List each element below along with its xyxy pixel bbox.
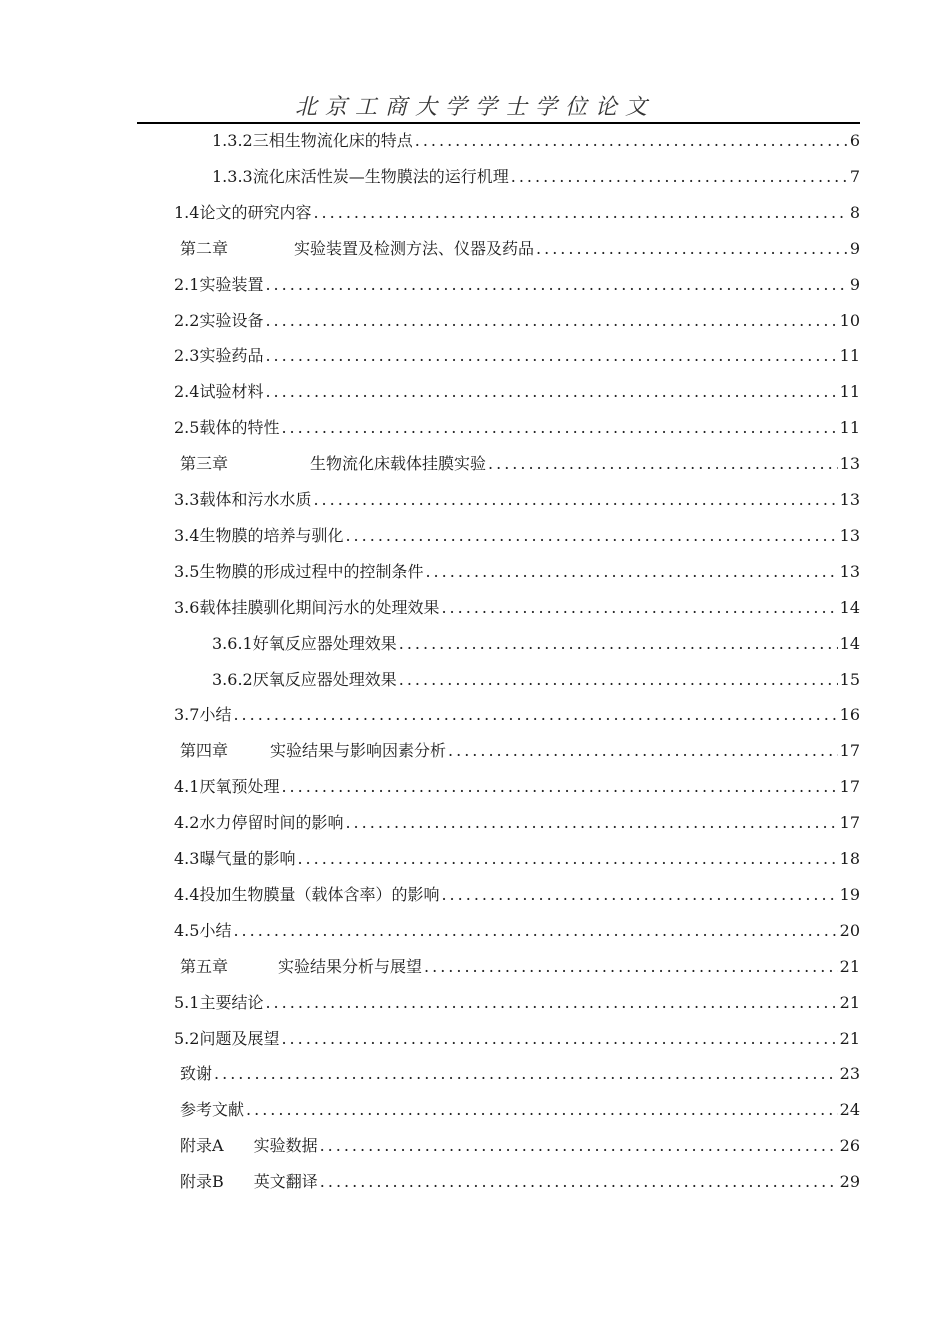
toc-entry[interactable]	[180, 1169, 860, 1201]
toc-entry[interactable]	[174, 702, 860, 734]
toc-entry-title: 载体挂膜驯化期间污水的处理效果	[199, 597, 440, 617]
toc-entry-number: 5.2	[174, 1028, 200, 1048]
toc-entry[interactable]	[212, 128, 860, 160]
header-rule	[137, 122, 860, 124]
toc-entry-number: 4.1	[174, 777, 200, 797]
toc-entry[interactable]	[174, 559, 860, 591]
toc-entry-title: 载体和污水水质	[199, 490, 312, 509]
toc-entry-page-number: 21	[839, 1028, 860, 1048]
toc-dot-leader	[424, 957, 838, 976]
toc-entry-title: 参考文献	[180, 1100, 245, 1120]
toc-entry[interactable]	[174, 846, 860, 878]
toc-entry-page-number: 11	[839, 346, 860, 366]
toc-dot-leader	[441, 598, 837, 617]
toc-entry-number: 2.3	[174, 346, 200, 366]
toc-entry[interactable]	[174, 343, 860, 375]
toc-entry-page-number: 8	[849, 202, 860, 222]
toc-entry-title: 致谢	[180, 1064, 213, 1084]
toc-entry-title: 载体的特性	[199, 418, 280, 438]
toc-dot-leader	[320, 1136, 838, 1155]
toc-entry[interactable]	[180, 1061, 860, 1093]
toc-entry-page-number: 17	[839, 777, 860, 797]
toc-entry-page-number: 21	[839, 992, 860, 1012]
toc-entry-page-number: 17	[839, 741, 860, 761]
toc-entry-number: 第三章	[180, 454, 229, 474]
toc-entry-page-number: 29	[839, 1172, 860, 1192]
toc-entry-number: 4.4	[174, 884, 200, 904]
toc-entry-title: 小结	[199, 920, 232, 940]
toc-entry-page-number: 16	[839, 705, 860, 725]
toc-entry-page-number: 23	[839, 1064, 860, 1084]
toc-entry[interactable]	[174, 990, 860, 1022]
toc-entry[interactable]	[180, 1097, 860, 1129]
toc-entry-page-number: 13	[839, 525, 860, 545]
toc-entry[interactable]	[174, 200, 860, 232]
toc-entry[interactable]	[174, 308, 860, 340]
toc-entry-number: 4.2	[174, 813, 200, 833]
toc-entry-title: 英文翻译	[253, 1172, 318, 1192]
toc-dot-leader	[399, 634, 838, 653]
toc-entry-number: 第四章	[180, 741, 229, 761]
toc-entry[interactable]	[174, 774, 860, 806]
toc-dot-leader	[425, 562, 837, 581]
toc-dot-leader	[265, 993, 837, 1012]
toc-dot-leader	[281, 777, 837, 796]
toc-dot-leader	[511, 167, 848, 186]
toc-entry-title: 流化床活性炭—生物膜法的运行机理	[252, 166, 509, 186]
toc-dot-leader	[265, 275, 847, 294]
toc-entry[interactable]	[174, 595, 860, 627]
toc-entry-page-number: 10	[839, 310, 860, 330]
toc-dot-leader	[415, 131, 848, 150]
toc-dot-leader	[345, 526, 837, 545]
toc-dot-leader	[345, 813, 837, 832]
toc-entry-number: 3.3	[174, 490, 200, 509]
toc-dot-leader	[265, 346, 837, 365]
toc-entry-title: 主要结论	[199, 992, 264, 1012]
toc-entry-title: 实验设备	[199, 310, 264, 330]
toc-entry-number: 1.3.3	[212, 166, 253, 186]
toc-entry-title: 实验装置	[199, 274, 264, 294]
toc-entry[interactable]	[180, 1133, 860, 1165]
toc-entry-number: 3.7	[174, 705, 200, 725]
toc-entry-page-number: 17	[839, 813, 860, 833]
toc-entry-number: 4.5	[174, 920, 200, 940]
toc-entry-title: 实验结果与影响因素分析	[270, 741, 447, 761]
toc-entry-page-number: 9	[849, 238, 860, 258]
toc-entry-title: 实验药品	[199, 346, 264, 366]
toc-entry[interactable]	[212, 667, 860, 699]
toc-entry-number: 2.2	[174, 310, 200, 330]
toc-entry-title: 厌氧预处理	[199, 777, 280, 797]
toc-entry-title: 曝气量的影响	[199, 849, 296, 868]
toc-entry[interactable]	[174, 487, 860, 519]
toc-entry-number: 4.3	[174, 849, 200, 868]
toc-entry-title: 生物膜的形成过程中的控制条件	[199, 561, 424, 581]
toc-entry-title: 实验装置及检测方法、仪器及药品	[294, 238, 535, 258]
toc-entry[interactable]	[174, 882, 860, 914]
toc-entry-title: 实验数据	[253, 1136, 318, 1156]
toc-entry-page-number: 26	[839, 1136, 860, 1156]
toc-dot-leader	[233, 921, 837, 940]
toc-entry-page-number: 7	[849, 166, 860, 186]
toc-entry-page-number: 21	[839, 956, 860, 976]
toc-entry-title: 试验材料	[199, 382, 264, 402]
toc-entry[interactable]	[174, 379, 860, 411]
toc-dot-leader	[265, 311, 837, 330]
toc-entry[interactable]	[180, 954, 860, 986]
toc-entry-page-number: 19	[839, 884, 860, 904]
toc-dot-leader	[448, 741, 838, 760]
toc-entry[interactable]	[174, 523, 860, 555]
toc-dot-leader	[246, 1100, 838, 1119]
toc-entry-number: 2.1	[174, 274, 200, 294]
toc-entry-number: 附录B	[180, 1172, 224, 1192]
toc-entry-title: 三相生物流化床的特点	[252, 131, 413, 150]
toc-dot-leader	[214, 1064, 838, 1083]
toc-dot-leader	[488, 454, 838, 473]
toc-dot-leader	[233, 705, 837, 724]
toc-entry[interactable]	[212, 631, 860, 663]
toc-dot-leader	[536, 239, 848, 258]
toc-dot-leader	[313, 203, 847, 222]
toc-dot-leader	[441, 885, 837, 904]
toc-entry-number: 3.5	[174, 561, 200, 581]
page-header-title: 北京工商大学学士学位论文	[294, 95, 655, 120]
toc-entry-title: 论文的研究内容	[199, 202, 312, 222]
toc-entry-number: 3.6.1	[212, 633, 253, 653]
toc-dot-leader	[265, 382, 837, 401]
toc-entry-number: 2.5	[174, 418, 200, 438]
toc-entry-page-number: 13	[839, 561, 860, 581]
toc-entry-number: 5.1	[174, 992, 200, 1012]
toc-entry-title: 厌氧反应器处理效果	[252, 669, 397, 689]
toc-entry-title: 生物流化床载体挂膜实验	[310, 454, 487, 474]
toc-entry-title: 水力停留时间的影响	[199, 813, 344, 833]
toc-entry-number: 1.4	[174, 202, 200, 222]
toc-dot-leader	[313, 490, 837, 509]
toc-entry-page-number: 15	[839, 669, 860, 689]
toc-entry-title: 实验结果分析与展望	[278, 956, 423, 976]
toc-dot-leader	[399, 670, 838, 689]
toc-entry[interactable]	[174, 415, 860, 447]
toc-entry-page-number: 13	[839, 454, 860, 474]
toc-entry-number: 第五章	[180, 956, 229, 976]
toc-dot-leader	[281, 418, 837, 437]
toc-dot-leader	[281, 1029, 837, 1048]
toc-entry[interactable]	[180, 451, 860, 483]
toc-entry-title: 问题及展望	[199, 1028, 280, 1048]
toc-entry[interactable]	[174, 272, 860, 304]
toc-entry[interactable]	[180, 236, 860, 268]
toc-entry-number: 3.4	[174, 525, 200, 545]
toc-entry-page-number: 6	[849, 131, 860, 150]
toc-entry-number: 2.4	[174, 382, 200, 402]
toc-entry-title: 好氧反应器处理效果	[252, 633, 397, 653]
toc-entry-number: 1.3.2	[212, 131, 253, 150]
toc-entry-page-number: 11	[839, 418, 860, 438]
toc-entry-page-number: 20	[839, 920, 860, 940]
toc-entry[interactable]	[212, 164, 860, 196]
toc-entry-page-number: 13	[839, 490, 860, 509]
toc-entry-page-number: 24	[839, 1100, 860, 1120]
toc-dot-leader	[297, 849, 837, 868]
toc-entry-number: 第二章	[180, 238, 229, 258]
toc-entry-title: 投加生物膜量（载体含率）的影响	[199, 884, 440, 904]
toc-entry-page-number: 9	[849, 274, 860, 294]
toc-entry-number: 3.6	[174, 597, 200, 617]
toc-entry-page-number: 18	[839, 849, 860, 868]
toc-entry-number: 3.6.2	[212, 669, 253, 689]
toc-entry[interactable]	[174, 918, 860, 950]
toc-entry-page-number: 11	[839, 382, 860, 402]
toc-entry-title: 生物膜的培养与驯化	[199, 525, 344, 545]
toc-entry-title: 小结	[199, 705, 232, 725]
toc-dot-leader	[320, 1172, 838, 1191]
toc-entry[interactable]	[174, 810, 860, 842]
toc-entry-page-number: 14	[839, 633, 860, 653]
toc-entry-page-number: 14	[839, 597, 860, 617]
toc-entry[interactable]	[174, 1026, 860, 1058]
toc-entry-number: 附录A	[180, 1136, 224, 1156]
toc-entry[interactable]	[180, 738, 860, 770]
